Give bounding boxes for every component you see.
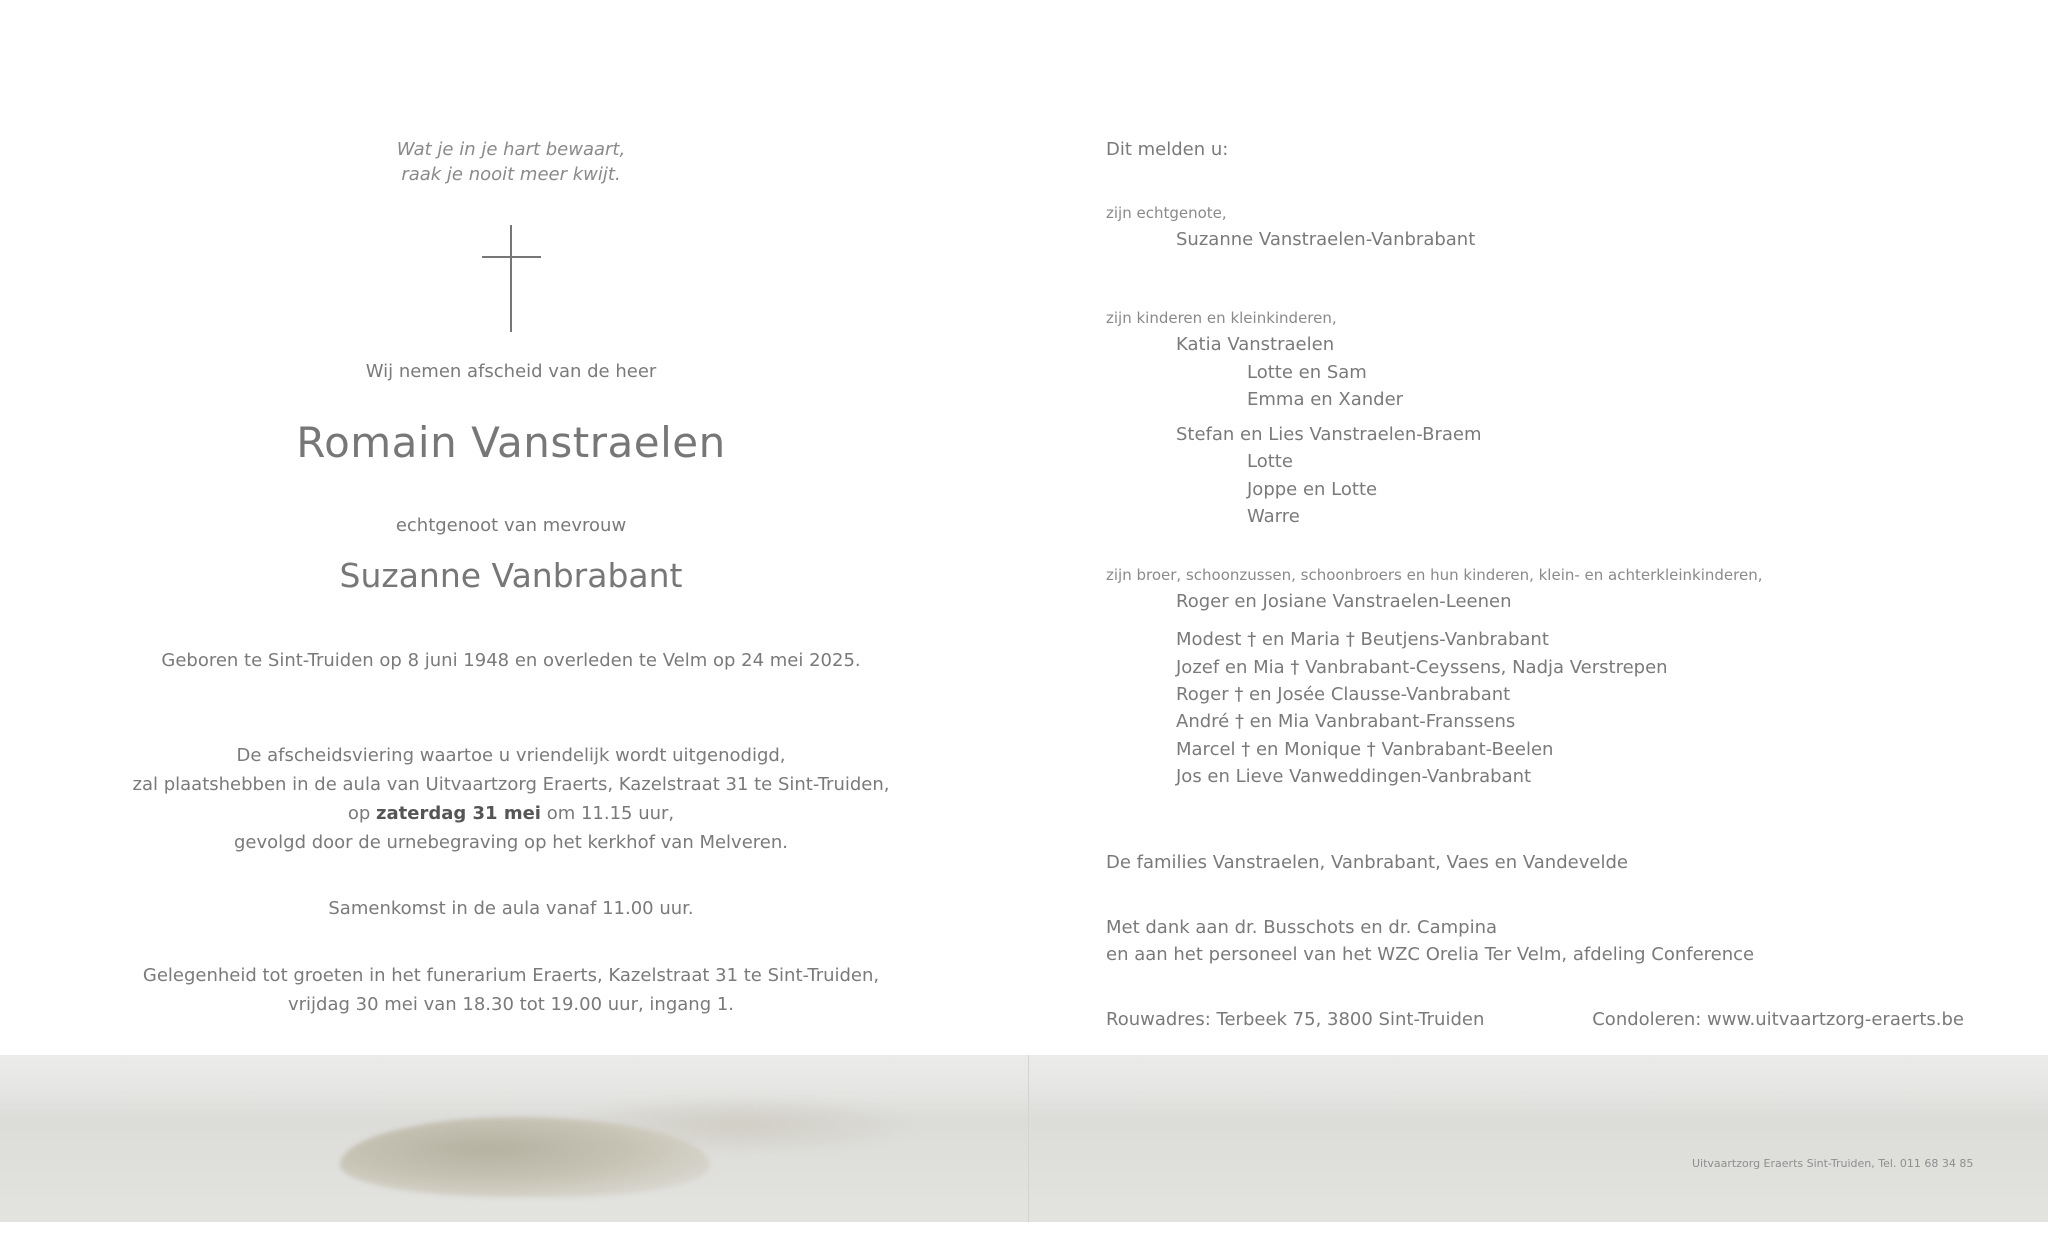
- visitation-line: Gelegenheid tot groeten in het funerarium Eraerts, Kazelstraat 31 te Sint-Truiden,: [142, 965, 880, 986]
- in-law-entry: Jozef en Mia † Vanbrabant-Ceyssens, Nadja Verstrepen: [1176, 657, 1668, 678]
- quote-line: Wat je in je hart bewaart,: [396, 139, 626, 160]
- fold-line: [1028, 1055, 1029, 1222]
- grandchild-entry: Lotte: [1247, 451, 1293, 472]
- grandchild-entry: Warre: [1247, 506, 1300, 527]
- spouse-intro: echtgenoot van mevrouw: [395, 515, 627, 536]
- grandchild-entry: Emma en Xander: [1247, 389, 1404, 410]
- families-line: De families Vanstraelen, Vanbrabant, Vaes en Vandevelde: [1106, 852, 1628, 873]
- condolences-link[interactable]: Condoleren: www.uitvaartzorg-eraerts.be: [1592, 1009, 1964, 1030]
- farewell-intro: Wij nemen afscheid van de heer: [365, 361, 657, 382]
- deceased-name: Romain Vanstraelen: [296, 418, 726, 467]
- mourning-address: Rouwadres: Terbeek 75, 3800 Sint-Truiden: [1106, 1009, 1485, 1030]
- gathering-info: Samenkomst in de aula vanaf 11.00 uur.: [328, 898, 694, 919]
- visitation-info: [143, 961, 879, 1019]
- footer-credit: Uitvaartzorg Eraerts Sint-Truiden, Tel. 011 68 34 85: [1692, 1157, 1974, 1170]
- ceremony-date-prefix: op: [347, 803, 377, 824]
- cross-icon-bar: [482, 256, 541, 258]
- visitation-line: vrijdag 30 mei van 18.30 tot 19.00 uur, ingang 1.: [287, 994, 735, 1015]
- spouse-entry: Suzanne Vanstraelen-Vanbrabant: [1176, 229, 1476, 250]
- ceremony-line: gevolgd door de urnebegraving op het kerkhof van Melveren.: [233, 832, 788, 853]
- children-label: zijn kinderen en kleinkinderen,: [1106, 309, 1337, 327]
- child-entry: Stefan en Lies Vanstraelen-Braem: [1176, 424, 1482, 445]
- thanks-line: Met dank aan dr. Busschots en dr. Campina: [1106, 917, 1498, 938]
- cross-icon: [510, 225, 512, 332]
- ceremony-line: [133, 799, 890, 828]
- in-law-entry: Jos en Lieve Vanweddingen-Vanbrabant: [1176, 766, 1532, 787]
- announce-heading: Dit melden u:: [1106, 139, 1229, 160]
- quote: [397, 137, 625, 187]
- spouse-name: Suzanne Vanbrabant: [339, 556, 683, 595]
- child-entry: Katia Vanstraelen: [1176, 334, 1335, 355]
- in-law-entry: Roger † en Josée Clausse-Vanbrabant: [1176, 684, 1511, 705]
- spouse-label: zijn echtgenote,: [1106, 204, 1227, 222]
- birth-death-line: Geboren te Sint-Truiden op 8 juni 1948 en overleden te Velm op 24 mei 2025.: [161, 650, 861, 671]
- ceremony-date: zaterdag 31 mei: [376, 803, 541, 824]
- ceremony-line: zal plaatshebben in de aula van Uitvaartzorg Eraerts, Kazelstraat 31 te Sint-Truiden,: [132, 774, 890, 795]
- in-law-entry: André † en Mia Vanbrabant-Franssens: [1176, 711, 1516, 732]
- in-law-entry: Marcel † en Monique † Vanbrabant-Beelen: [1176, 739, 1554, 760]
- footer-photo-band: [0, 1055, 2048, 1222]
- grandchild-entry: Joppe en Lotte: [1247, 479, 1378, 500]
- ceremony-line: De afscheidsviering waartoe u vriendelijk wordt uitgenodigd,: [236, 745, 786, 766]
- mist-overlay: [0, 1055, 2048, 1115]
- thanks-line: en aan het personeel van het WZC Orelia Ter Velm, afdeling Conference: [1106, 944, 1755, 965]
- quote-line: raak je nooit meer kwijt.: [401, 164, 621, 185]
- ceremony-time: om 11.15 uur,: [540, 803, 675, 824]
- grandchild-entry: Lotte en Sam: [1247, 362, 1367, 383]
- brother-entry: Roger en Josiane Vanstraelen-Leenen: [1176, 591, 1512, 612]
- in-law-entry: Modest † en Maria † Beutjens-Vanbrabant: [1176, 629, 1549, 650]
- siblings-label: zijn broer, schoonzussen, schoonbroers en hun kinderen, klein- en achterkleinkinderen,: [1106, 566, 1763, 584]
- ceremony-info: [133, 741, 890, 857]
